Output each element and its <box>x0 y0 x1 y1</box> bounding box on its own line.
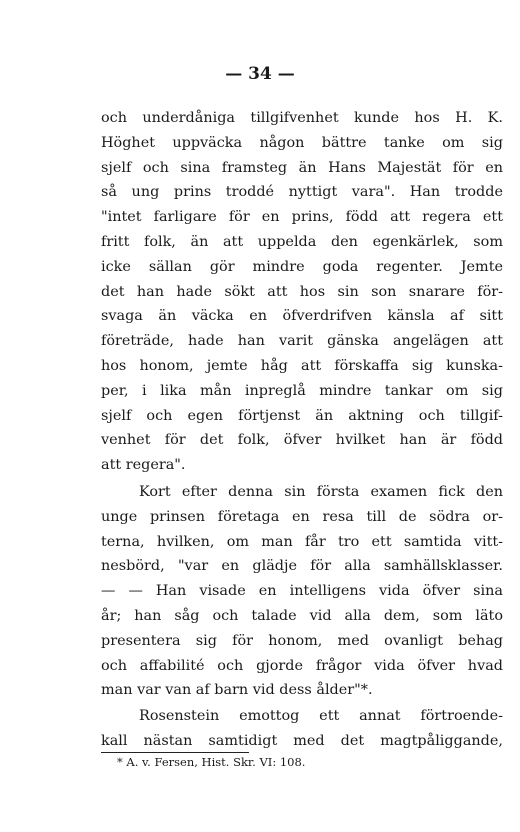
page-number-header: — 34 — <box>225 64 295 84</box>
text-line: svaga än väcka en öfverdrifven känsla af sitt <box>101 308 503 325</box>
text-line: det han hade sökt att hos sin son snarare för- <box>101 283 503 300</box>
text-line: kall nästan samtidigt med det magtpåliggande, <box>101 732 503 749</box>
text-line: per, i lika mån inpreglå mindre tankar om sig <box>101 382 503 399</box>
text-line: sjelf och egen förtjenst än aktning och tillgif- <box>101 407 503 424</box>
text-line: sjelf och sina framsteg än Hans Majestät för en <box>101 159 503 176</box>
text-line: så ung prins troddé nyttigt vara". Han trodde <box>101 184 503 201</box>
text-line: "intet farligare för en prins, född att regera ett <box>101 209 503 226</box>
text-line: Rosenstein emottog ett annat förtroende- <box>139 708 503 724</box>
paragraph-3 <box>101 704 503 754</box>
text-line: Höghet uppväcka någon bättre tanke om sig <box>101 134 503 151</box>
text-line: Kort efter denna sin första examen fick den <box>139 484 503 500</box>
text-line: fritt folk, än att uppelda den egenkärlek, som <box>101 233 503 250</box>
text-line: presentera sig för honom, med ovanligt behag <box>101 632 503 649</box>
footnote: * A. v. Fersen, Hist. Skr. VI: 108. <box>117 755 306 769</box>
text-line: och underdåniga tillgifvenhet kunde hos H. K. <box>101 110 503 126</box>
text-line: hos honom, jemte håg att förskaffa sig kunska- <box>101 357 503 374</box>
text-line: unge prinsen företaga en resa till de södra or- <box>101 508 503 525</box>
text-line: och affabilité och gjorde frågor vida öfver hvad <box>101 657 503 674</box>
text-line: att regera". <box>101 457 186 474</box>
text-line: venhet för det folk, öfver hvilket han är född <box>101 432 503 449</box>
text-line: nesbörd, "var en glädje för alla samhällsklasser. <box>101 558 503 575</box>
text-line: icke sällan gör mindre goda regenter. Jemte <box>101 258 503 275</box>
paragraph-2 <box>101 480 503 703</box>
text-line: företräde, hade han varit gänska angelägen att <box>101 333 503 350</box>
text-line: man var van af barn vid dess ålder"*. <box>101 682 373 699</box>
text-line: — — Han visade en intelligens vida öfver sina <box>101 583 503 600</box>
text-line: terna, hvilken, om man får tro ett samtida vitt- <box>101 533 503 550</box>
text-line: år; han såg och talade vid alla dem, som läto <box>101 607 503 624</box>
paragraph-1 <box>101 106 503 478</box>
